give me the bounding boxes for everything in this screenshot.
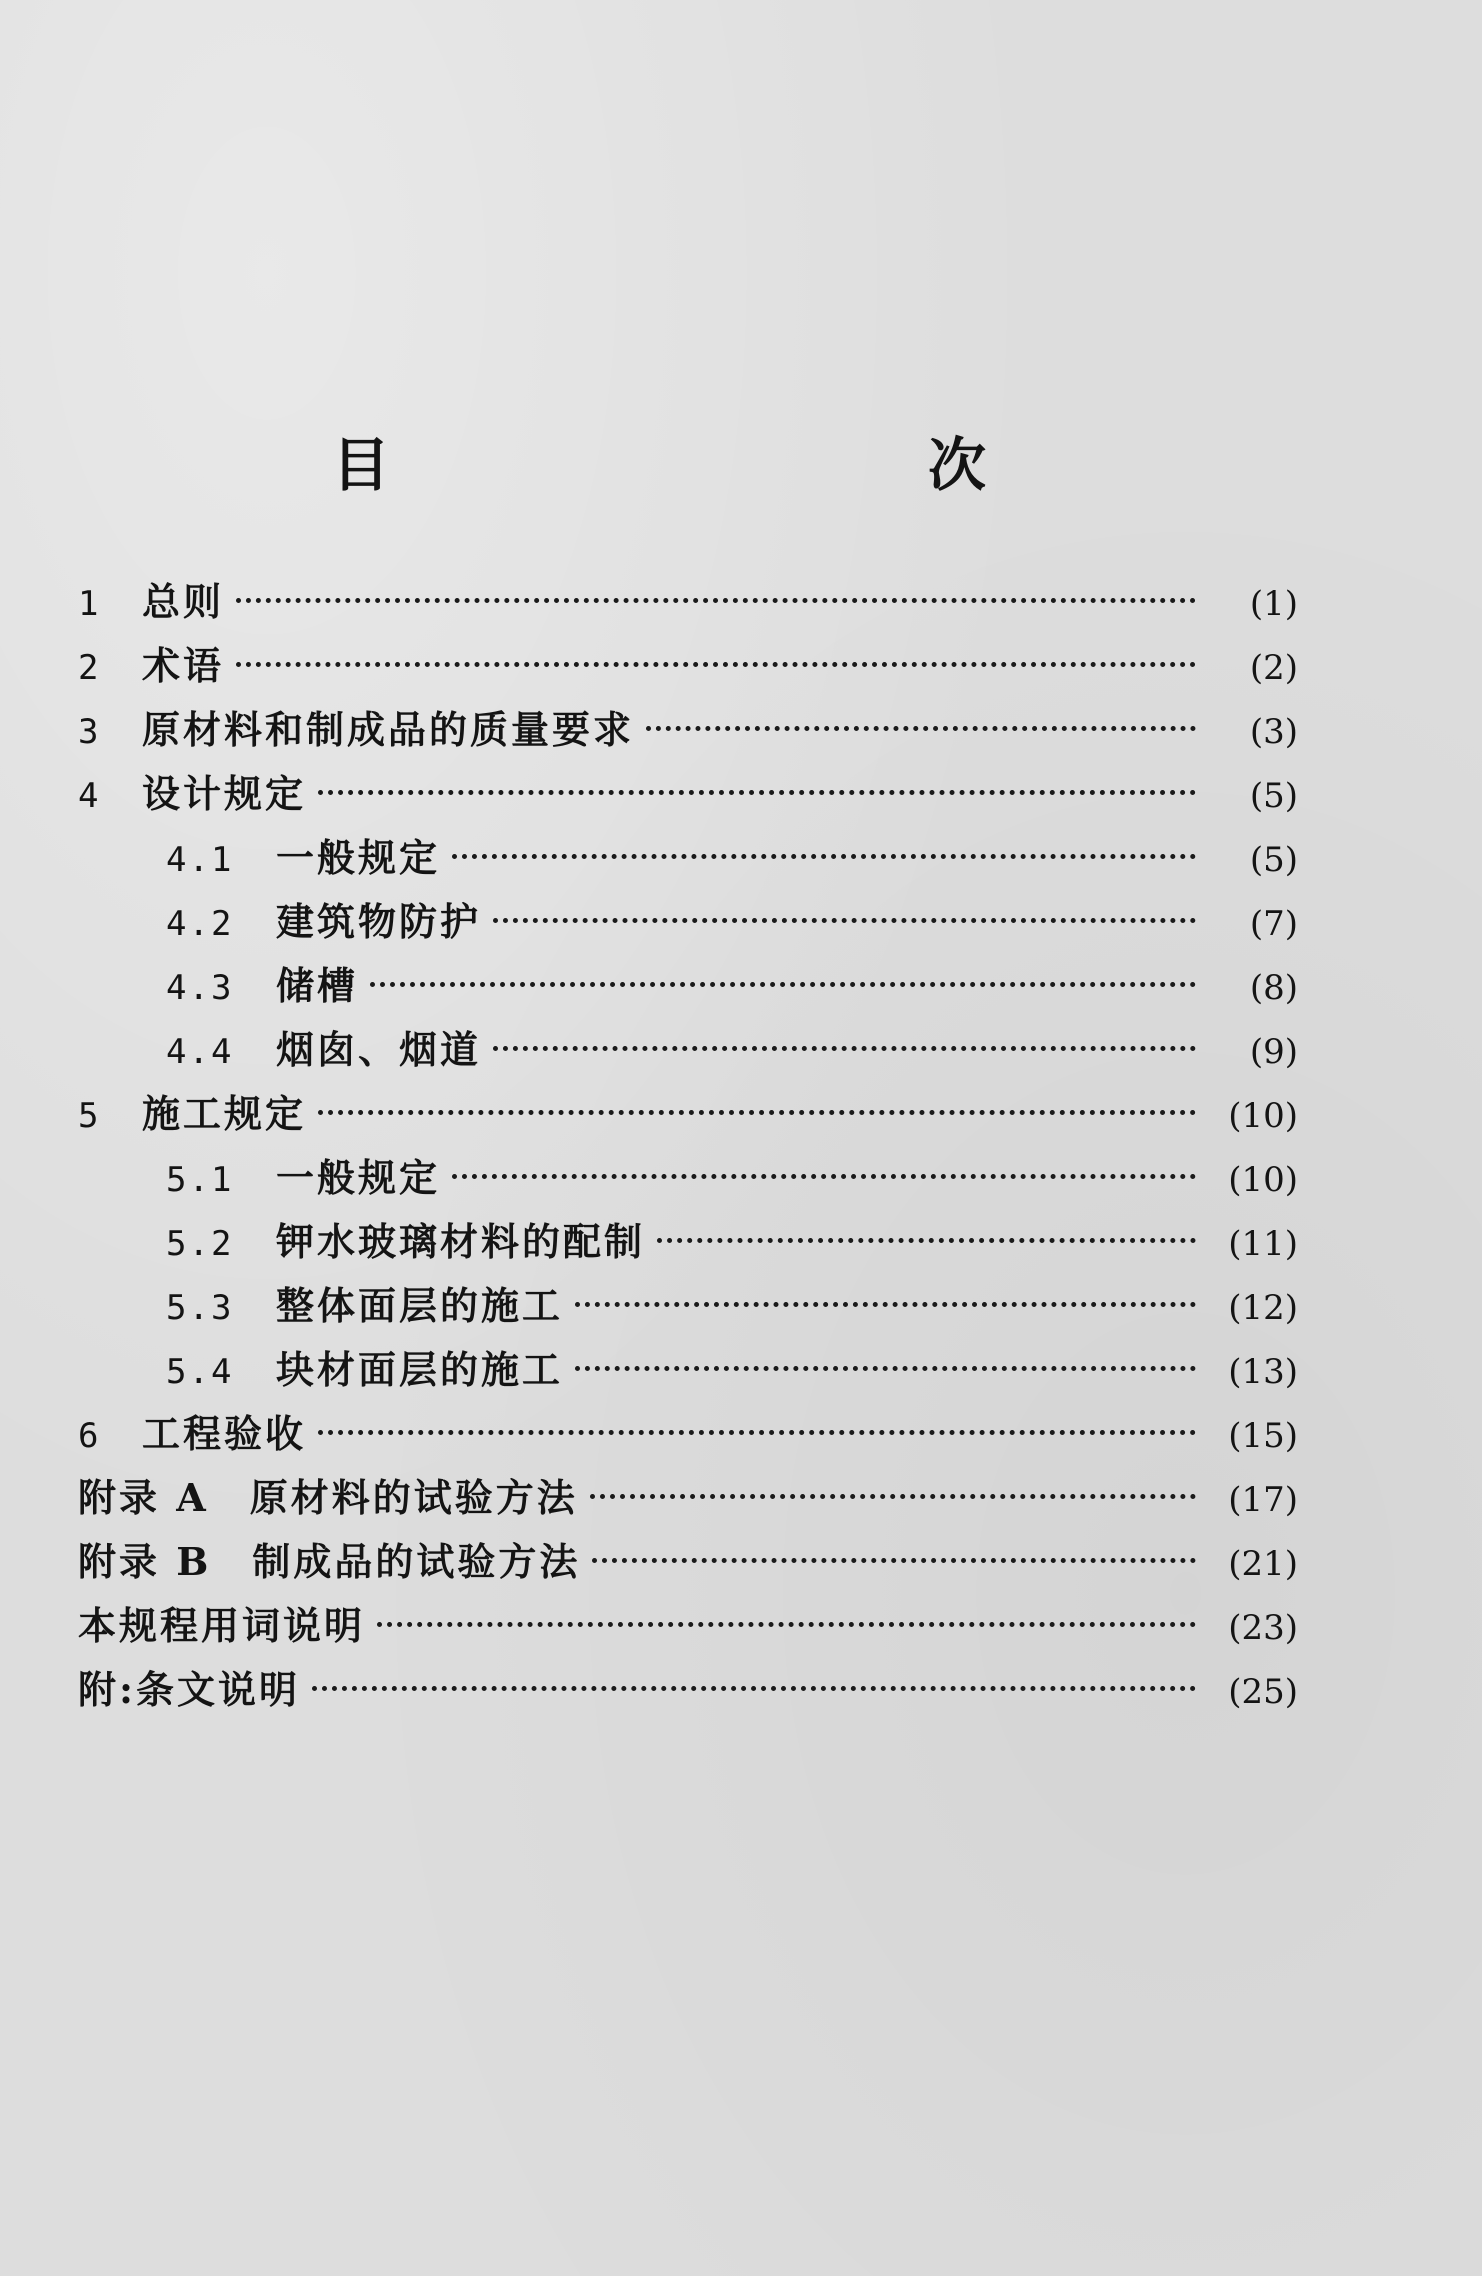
toc-entry-page: (15) — [1228, 1416, 1298, 1456]
toc-entry-label: 附录 A 原材料的试验方法 — [78, 1475, 578, 1520]
dot-leader — [236, 598, 1196, 603]
toc-entry-1 — [78, 570, 1298, 634]
toc-entry-5 — [78, 1082, 1298, 1146]
toc-entry-label: 一般规定 — [276, 835, 441, 880]
dot-leader — [377, 1622, 1196, 1627]
toc-entry-number: 4.4 — [166, 1032, 234, 1072]
dot-leader — [592, 1558, 1196, 1563]
dot-leader — [318, 1110, 1196, 1115]
toc-entry-label: 附录 B 制成品的试验方法 — [78, 1539, 581, 1584]
toc-entry-number: 1 — [78, 584, 99, 624]
dot-leader — [657, 1238, 1196, 1243]
dot-leader — [452, 854, 1196, 859]
dot-leader — [493, 1046, 1196, 1051]
toc-entry-number: 5.1 — [166, 1160, 234, 1200]
toc-entry-label: 原材料和制成品的质量要求 — [142, 707, 635, 752]
toc-entry-number: 5.3 — [166, 1288, 234, 1328]
toc-entry-label: 一般规定 — [276, 1155, 441, 1200]
dot-leader — [575, 1366, 1196, 1371]
toc-entry-page: (10) — [1228, 1160, 1298, 1200]
toc-entry-label: 块材面层的施工 — [276, 1347, 564, 1392]
toc-entry-page: (13) — [1228, 1352, 1298, 1392]
toc-entry-terms-explanation — [78, 1594, 1298, 1658]
toc-entry-number: 4.2 — [166, 904, 234, 944]
toc-entry-page: (23) — [1228, 1608, 1298, 1648]
toc-entry-5-4 — [78, 1338, 1298, 1402]
toc-entry-label: 钾水玻璃材料的配制 — [276, 1219, 646, 1264]
dot-leader — [236, 662, 1196, 667]
toc-entry-label: 烟囱、烟道 — [276, 1027, 482, 1072]
toc-entry-label: 建筑物防护 — [276, 899, 482, 944]
toc-entry-page: (2) — [1249, 648, 1298, 688]
dot-leader — [312, 1686, 1196, 1691]
toc-entry-2 — [78, 634, 1298, 698]
toc-entry-page: (1) — [1249, 584, 1298, 624]
toc-entry-number: 4 — [78, 776, 99, 816]
dot-leader — [452, 1174, 1196, 1179]
dot-leader — [370, 982, 1196, 987]
toc-entry-label: 施工规定 — [142, 1091, 307, 1136]
toc-entry-label: 工程验收 — [142, 1411, 307, 1456]
toc-entry-appendix-b — [78, 1530, 1298, 1594]
toc-entry-page: (8) — [1249, 968, 1298, 1008]
page-title: 目 次 — [331, 431, 1226, 499]
toc-entry-page: (12) — [1228, 1288, 1298, 1328]
toc-entry-number: 5 — [78, 1096, 99, 1136]
toc-entry-page: (5) — [1249, 840, 1298, 880]
dot-leader — [575, 1302, 1196, 1307]
dot-leader — [318, 1430, 1196, 1435]
toc-entry-page: (3) — [1249, 712, 1298, 752]
toc-entry-5-2 — [78, 1210, 1298, 1274]
toc-entry-label: 总则 — [142, 579, 225, 624]
toc-entry-page: (10) — [1228, 1096, 1298, 1136]
table-of-contents — [78, 570, 1298, 1722]
toc-entry-page: (7) — [1249, 904, 1298, 944]
toc-entry-4-1 — [78, 826, 1298, 890]
toc-entry-label: 储槽 — [276, 963, 359, 1008]
toc-entry-label: 整体面层的施工 — [276, 1283, 564, 1328]
toc-entry-label: 设计规定 — [142, 771, 307, 816]
toc-entry-6 — [78, 1402, 1298, 1466]
toc-entry-4-2 — [78, 890, 1298, 954]
toc-entry-3 — [78, 698, 1298, 762]
dot-leader — [318, 790, 1196, 795]
toc-entry-label: 附:条文说明 — [78, 1667, 301, 1712]
toc-entry-4-3 — [78, 954, 1298, 1018]
toc-entry-label: 本规程用词说明 — [78, 1603, 366, 1648]
toc-entry-4 — [78, 762, 1298, 826]
toc-entry-page: (9) — [1249, 1032, 1298, 1072]
toc-entry-5-1 — [78, 1146, 1298, 1210]
toc-entry-page: (17) — [1228, 1480, 1298, 1520]
toc-entry-number: 4.1 — [166, 840, 234, 880]
dot-leader — [590, 1494, 1196, 1499]
dot-leader — [646, 726, 1196, 731]
toc-entry-page: (25) — [1228, 1672, 1298, 1712]
toc-entry-number: 5.4 — [166, 1352, 234, 1392]
toc-entry-number: 4.3 — [166, 968, 234, 1008]
toc-entry-page: (5) — [1249, 776, 1298, 816]
toc-entry-4-4 — [78, 1018, 1298, 1082]
toc-entry-clause-explanation — [78, 1658, 1298, 1722]
toc-entry-number: 2 — [78, 648, 99, 688]
toc-entry-5-3 — [78, 1274, 1298, 1338]
toc-entry-number: 3 — [78, 712, 99, 752]
toc-entry-page: (11) — [1228, 1224, 1298, 1264]
toc-entry-label: 术语 — [142, 643, 225, 688]
dot-leader — [493, 918, 1196, 923]
toc-entry-number: 5.2 — [166, 1224, 234, 1264]
toc-entry-appendix-a — [78, 1466, 1298, 1530]
toc-entry-number: 6 — [78, 1416, 99, 1456]
toc-entry-page: (21) — [1228, 1544, 1298, 1584]
